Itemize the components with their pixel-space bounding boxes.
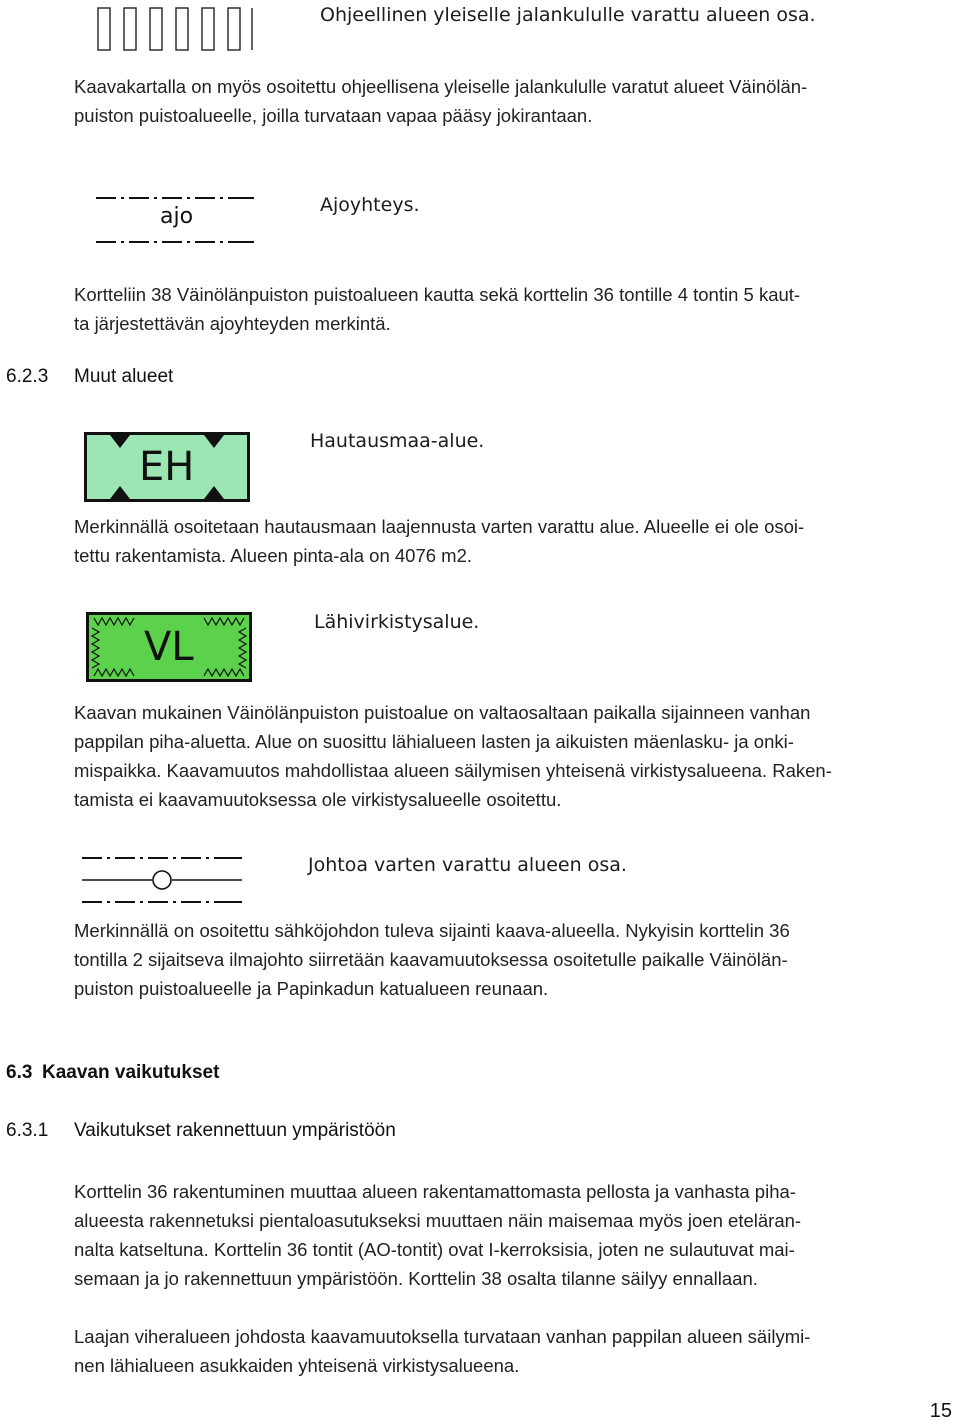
page-number: 15 (929, 1400, 952, 1422)
recreation-symbol-label: VL (144, 624, 194, 670)
powerline-caption: Johtoa varten varattu alueen osa. (308, 854, 627, 876)
recreation-paragraph: Kaavan mukainen Väinölänpuiston puistoalue on valtaosaltaan paikalla sijainneen vanhan pappilan piha-aluetta. Alue on suosittu lähialueen lasten ja aikuisten mäenlasku- ja onki- mispaikka. Kaavamuutos mahdollistaa alueen säilymisen yhteisenä virkistysalueena. Raken- tamista ei kaavamuutoksessa ole virkistysalueelle osoitettu. (74, 702, 832, 810)
driveway-paragraph: Kortteliin 38 Väinölänpuiston puistoalueen kautta sekä korttelin 36 tontille 4 tontin 5 kaut- ta järjestettävän ajoyhteyden merkintä. (74, 284, 801, 334)
section-631-heading (6, 1120, 396, 1142)
built-environment-paragraph: Korttelin 36 rakentuminen muuttaa alueen rakentamattomasta pellosta ja vanhasta piha- alueesta rakennetuksi pientaloasutukseksi muuttaen näin maisemaa myös joen eteläran- nalta katseltuna. Korttelin 36 tontit (AO-tontit) ovat I-kerroksisia, joten ne sulautuvat mai- semaan ja jo rakennettuun ympäristöön. Korttelin 38 osalta tilanne säilyy ennallaan. (74, 1181, 802, 1289)
section-623-heading (6, 366, 174, 388)
driveway-symbol-label: ajo (160, 204, 194, 229)
driveway-caption: Ajoyhteys. (320, 194, 420, 216)
powerline-area-symbol (80, 850, 246, 910)
cemetery-caption: Hautausmaa-alue. (310, 430, 485, 452)
pedestrian-area-symbol (96, 4, 256, 52)
powerline-paragraph: Merkinnällä on osoitettu sähköjohdon tuleva sijainti kaava-alueella. Nykyisin korttelin 36 tontilla 2 sijaitseva ilmajohto siirretään kaavamuutoksessa osoitetulle paikalle Väinölän- puiston puistoalueelle ja Papinkadun katualueen reunaan. (74, 920, 790, 999)
driveway-symbol (94, 188, 258, 250)
pedestrian-paragraph: Kaavakartalla on myös osoitettu ohjeellisena yleiselle jalankululle varatut alueet Väinölän- puiston puistoalueelle, joilla turvataan vapaa pääsy jokirantaan. (74, 76, 808, 126)
green-area-paragraph: Laajan viheralueen johdosta kaavamuutoksella turvataan vanhan pappilan alueen säilymi- nen lähialueen asukkaiden yhteisenä virkistysalueena. (74, 1326, 811, 1376)
section-623-number: 6.2.3 (6, 366, 49, 387)
cemetery-area-symbol (84, 432, 250, 502)
section-623-title: Muut alueet (74, 366, 174, 387)
section-631-title: Vaikutukset rakennettuun ympäristöön (74, 1120, 396, 1141)
cemetery-paragraph: Merkinnällä osoitetaan hautausmaan laajennusta varten varattu alue. Alueelle ei ole osoi- tettu rakentamista. Alueen pinta-ala on 4076 m2. (74, 516, 805, 566)
section-63-heading (6, 1062, 220, 1084)
cemetery-symbol-label: EH (139, 444, 195, 490)
section-63-title: Kaavan vaikutukset (42, 1062, 220, 1083)
pedestrian-area-caption: Ohjeellinen yleiselle jalankululle varattu alueen osa. (320, 4, 816, 26)
section-63-number: 6.3 (6, 1062, 33, 1083)
recreation-caption: Lähivirkistysalue. (314, 611, 480, 633)
recreation-area-symbol (86, 612, 252, 682)
section-631-number: 6.3.1 (6, 1120, 49, 1141)
